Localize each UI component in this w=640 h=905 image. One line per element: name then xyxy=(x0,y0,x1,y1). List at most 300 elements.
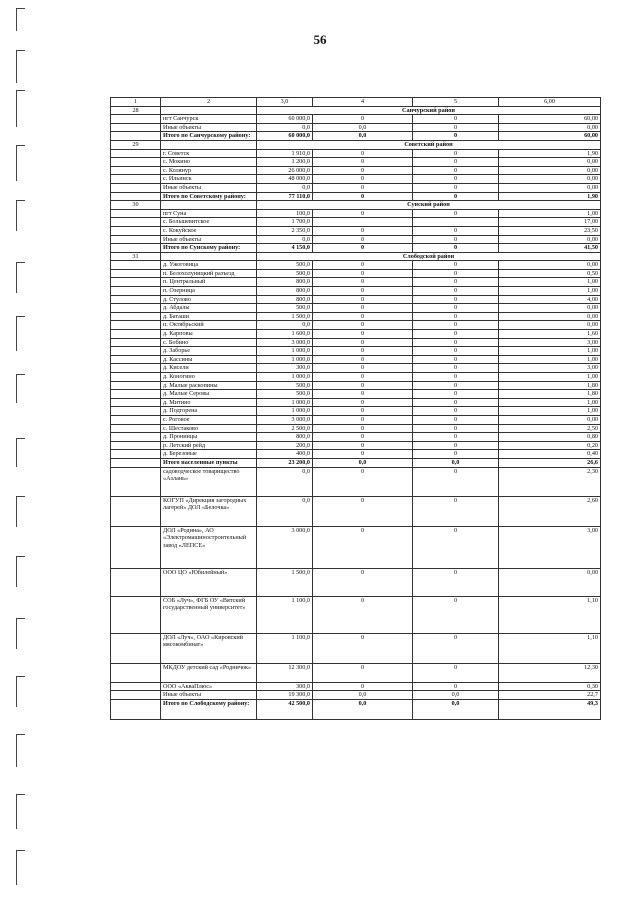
col5-value: 0 xyxy=(413,166,499,175)
number-cell xyxy=(111,450,161,459)
col3-value: 500,0 xyxy=(257,381,313,390)
district-title: Слободской район xyxy=(257,252,601,261)
col3-value: 0,0 xyxy=(257,321,313,330)
locality-name: д. Карповы xyxy=(161,330,257,339)
locality-name: пгт Санчурск xyxy=(161,115,257,124)
col4-value: 0 xyxy=(313,287,413,296)
locality-name: д. Подгорена xyxy=(161,407,257,416)
number-cell xyxy=(111,261,161,270)
col4-value: 0 xyxy=(313,149,413,158)
col5-value: 0,0 xyxy=(413,458,499,467)
col4-value: 0 xyxy=(313,633,413,663)
locality-name: г. Советск xyxy=(161,149,257,158)
col4-value: 0 xyxy=(313,338,413,347)
locality-name: с. Мокино xyxy=(161,158,257,167)
table-row xyxy=(111,526,601,568)
col4-value: 0 xyxy=(313,192,413,201)
col5-value: 0 xyxy=(413,496,499,526)
district-title-row xyxy=(111,201,601,210)
table-row xyxy=(111,175,601,184)
col3-value: 42 500,0 xyxy=(257,699,313,719)
col3-value: 300,0 xyxy=(257,682,313,691)
col3-value: 1 100,0 xyxy=(257,633,313,663)
number-cell xyxy=(111,158,161,167)
locality-name: с. Кокуйское xyxy=(161,226,257,235)
table-row xyxy=(111,663,601,682)
col3-value: 300,0 xyxy=(257,364,313,373)
col5-value: 0 xyxy=(413,295,499,304)
col4-value: 0 xyxy=(313,166,413,175)
col5-value: 0,0 xyxy=(413,691,499,700)
col6-value: 0,40 xyxy=(499,450,601,459)
col6-value: 0,00 xyxy=(499,123,601,132)
locality-name: Иные объекты xyxy=(161,183,257,192)
locality-name: д. Кисели xyxy=(161,364,257,373)
col3-value: 1 500,0 xyxy=(257,568,313,596)
table-row xyxy=(111,373,601,382)
col3-value: 2 350,0 xyxy=(257,226,313,235)
col6-value: 0,00 xyxy=(499,415,601,424)
table-row xyxy=(111,338,601,347)
col4-value: 0 xyxy=(313,596,413,633)
number-cell xyxy=(111,458,161,467)
col3-value: 19 300,0 xyxy=(257,691,313,700)
col6-value: 17,00 xyxy=(499,218,601,227)
table-row xyxy=(111,158,601,167)
col4-value: 0 xyxy=(313,424,413,433)
col6-value: 0,80 xyxy=(499,433,601,442)
col3-value: 0,0 xyxy=(257,183,313,192)
col4-value: 0 xyxy=(313,526,413,568)
col3-value: 77 110,0 xyxy=(257,192,313,201)
number-cell xyxy=(111,295,161,304)
total-row xyxy=(111,699,601,719)
locality-name: д. Пронинцы xyxy=(161,433,257,442)
col4-value: 0 xyxy=(313,226,413,235)
locality-name: ООО ЦО «Юбилейный» xyxy=(161,568,257,596)
table-row xyxy=(111,330,601,339)
table-row xyxy=(111,441,601,450)
locality-name: с. Ильинск xyxy=(161,175,257,184)
col6-value: 2,60 xyxy=(499,496,601,526)
col6-value: 23,50 xyxy=(499,226,601,235)
table-row xyxy=(111,295,601,304)
col5-value: 0 xyxy=(413,407,499,416)
col5-value: 0 xyxy=(413,158,499,167)
locality-name: п. Центральный xyxy=(161,278,257,287)
table-row xyxy=(111,364,601,373)
number-cell xyxy=(111,166,161,175)
col4-value: 0 xyxy=(313,407,413,416)
number-cell xyxy=(111,390,161,399)
col6-value: 0,00 xyxy=(499,158,601,167)
district-number: 30 xyxy=(111,201,161,210)
col3-value: 1 500,0 xyxy=(257,312,313,321)
table-row xyxy=(111,347,601,356)
col5-value: 0 xyxy=(413,381,499,390)
number-cell xyxy=(111,467,161,496)
col4-value: 0 xyxy=(313,269,413,278)
locality-name: с. Бобино xyxy=(161,338,257,347)
col3-value: 3 000,0 xyxy=(257,338,313,347)
col6-value: 2,30 xyxy=(499,467,601,496)
col6-value: 1,10 xyxy=(499,596,601,633)
number-cell xyxy=(111,235,161,244)
col5-value: 0 xyxy=(413,663,499,682)
col3-value: 500,0 xyxy=(257,390,313,399)
col3-value: 800,0 xyxy=(257,278,313,287)
number-cell xyxy=(111,381,161,390)
col3-value: 800,0 xyxy=(257,433,313,442)
col5-value: 0 xyxy=(413,526,499,568)
district-title: Советский район xyxy=(257,140,601,149)
col4-value xyxy=(313,218,413,227)
table-row xyxy=(111,218,601,227)
col4-value: 0 xyxy=(313,261,413,270)
header-row xyxy=(111,98,601,107)
locality-name: ДОЛ «Родина», АО «Электромашиностроительный завод «ЛЕПСЕ» xyxy=(161,526,257,568)
locality-name: ООО «АкваПлюс» xyxy=(161,682,257,691)
number-cell xyxy=(111,192,161,201)
col4-value: 0,0 xyxy=(313,123,413,132)
col3-value: 12 300,0 xyxy=(257,663,313,682)
table-row xyxy=(111,235,601,244)
number-cell xyxy=(111,226,161,235)
col3-value: 800,0 xyxy=(257,287,313,296)
table-row xyxy=(111,261,601,270)
locality-name: садоводческое товарищество «Азлань» xyxy=(161,467,257,496)
locality-name: д. Заборье xyxy=(161,347,257,356)
col4-value: 0,0 xyxy=(313,691,413,700)
locality-name: пгт Суна xyxy=(161,209,257,218)
number-cell xyxy=(111,304,161,313)
col4-value: 0 xyxy=(313,330,413,339)
total-row xyxy=(111,244,601,253)
col6-value: 0,00 xyxy=(499,175,601,184)
col6-value: 0,00 xyxy=(499,235,601,244)
table-row xyxy=(111,312,601,321)
locality-name: п. Белохолуницкий разъезд xyxy=(161,269,257,278)
col4-value: 0,0 xyxy=(313,132,413,141)
col4-value: 0 xyxy=(313,433,413,442)
col4-value: 0 xyxy=(313,209,413,218)
locality-name: д. Малые раскопины xyxy=(161,381,257,390)
total-row xyxy=(111,458,601,467)
col5-value: 0 xyxy=(413,390,499,399)
col5-value: 0 xyxy=(413,355,499,364)
col5-value: 0 xyxy=(413,226,499,235)
page-number: 56 xyxy=(313,32,327,47)
col5-value: 0 xyxy=(413,132,499,141)
locality-name: Итого по Сунскому району: xyxy=(161,244,257,253)
col3-value: 1 000,0 xyxy=(257,355,313,364)
blank-cell xyxy=(161,106,257,115)
blank-cell xyxy=(161,252,257,261)
blank-cell xyxy=(161,201,257,210)
col4-value: 0 xyxy=(313,364,413,373)
locality-name: д. Митино xyxy=(161,398,257,407)
col4-value: 0 xyxy=(313,568,413,596)
col5-value: 0 xyxy=(413,261,499,270)
col4-value: 0 xyxy=(313,450,413,459)
col6-value: 49,3 xyxy=(499,699,601,719)
table-row xyxy=(111,596,601,633)
col3-value: 1 200,0 xyxy=(257,158,313,167)
number-cell xyxy=(111,244,161,253)
col6-value: 3,00 xyxy=(499,364,601,373)
col6-value: 0,00 xyxy=(499,304,601,313)
col5-value: 0 xyxy=(413,682,499,691)
col3-value: 100,0 xyxy=(257,209,313,218)
col6-value: 1,60 xyxy=(499,330,601,339)
col6-value: 2,50 xyxy=(499,424,601,433)
col6-value: 3,00 xyxy=(499,338,601,347)
col3-value: 200,0 xyxy=(257,441,313,450)
number-cell xyxy=(111,441,161,450)
col4-value: 0,0 xyxy=(313,699,413,719)
table-row xyxy=(111,355,601,364)
table-row xyxy=(111,682,601,691)
col5-value: 0 xyxy=(413,633,499,663)
col4-value: 0 xyxy=(313,312,413,321)
number-cell xyxy=(111,183,161,192)
col5-value: 0 xyxy=(413,269,499,278)
col3-value: 3 000,0 xyxy=(257,526,313,568)
table-row xyxy=(111,269,601,278)
col3-value: 1 100,0 xyxy=(257,596,313,633)
district-title: Санчурский район xyxy=(257,106,601,115)
col6-value: 4,00 xyxy=(499,295,601,304)
col4-value: 0 xyxy=(313,663,413,682)
col6-value: 1,00 xyxy=(499,407,601,416)
col3-value: 1 000,0 xyxy=(257,398,313,407)
col4-value: 0 xyxy=(313,496,413,526)
col6-value: 0,30 xyxy=(499,682,601,691)
number-cell xyxy=(111,699,161,719)
col5-value: 0 xyxy=(413,209,499,218)
col3-value: 1 000,0 xyxy=(257,347,313,356)
table-row xyxy=(111,209,601,218)
locality-name: р. Летский рейд xyxy=(161,441,257,450)
table-row xyxy=(111,166,601,175)
col6-value: 60,00 xyxy=(499,115,601,124)
number-cell xyxy=(111,364,161,373)
number-cell xyxy=(111,312,161,321)
number-cell xyxy=(111,287,161,296)
col5-value: 0 xyxy=(413,287,499,296)
col6-value: 3,00 xyxy=(499,526,601,568)
number-cell xyxy=(111,596,161,633)
col4-value: 0 xyxy=(313,347,413,356)
col6-value: 41,50 xyxy=(499,244,601,253)
col6-value: 1,00 xyxy=(499,355,601,364)
number-cell xyxy=(111,330,161,339)
col6-value: 1,90 xyxy=(499,192,601,201)
table-row xyxy=(111,568,601,596)
col6-value: 22,7 xyxy=(499,691,601,700)
col5-value: 0 xyxy=(413,338,499,347)
col4-value: 0 xyxy=(313,373,413,382)
col5-value: 0 xyxy=(413,596,499,633)
locality-name: д. Малые Серовы xyxy=(161,390,257,399)
table-row xyxy=(111,287,601,296)
locality-name: д. Березовые xyxy=(161,450,257,459)
col5-value: 0 xyxy=(413,312,499,321)
col3-value: 0,0 xyxy=(257,467,313,496)
col5-value: 0 xyxy=(413,568,499,596)
col5-value: 0 xyxy=(413,415,499,424)
col3-value: 23 200,0 xyxy=(257,458,313,467)
number-cell xyxy=(111,633,161,663)
col4-value: 0 xyxy=(313,321,413,330)
col3-value: 800,0 xyxy=(257,295,313,304)
col6-value: 26,6 xyxy=(499,458,601,467)
table-row xyxy=(111,183,601,192)
locality-name: д. Стулово xyxy=(161,295,257,304)
col5-value: 0 xyxy=(413,424,499,433)
col5-value: 0 xyxy=(413,123,499,132)
table-row xyxy=(111,149,601,158)
col3-value: 0,0 xyxy=(257,123,313,132)
col6-value: 0,00 xyxy=(499,183,601,192)
col4-value: 0 xyxy=(313,381,413,390)
locality-name: с. Большевитское xyxy=(161,218,257,227)
locality-name: ДОЛ «Луч», ОАО «Кировский мясокомбинат» xyxy=(161,633,257,663)
locality-name: Иные объекты xyxy=(161,123,257,132)
col6-value: 1,00 xyxy=(499,373,601,382)
col6-value: 1,10 xyxy=(499,633,601,663)
col5-value: 0 xyxy=(413,278,499,287)
district-number: 28 xyxy=(111,106,161,115)
col3-value: 2 500,0 xyxy=(257,424,313,433)
col6-value: 1,00 xyxy=(499,278,601,287)
col3-value: 3 000,0 xyxy=(257,415,313,424)
table-row xyxy=(111,450,601,459)
col6-value: 1,80 xyxy=(499,390,601,399)
table-row xyxy=(111,415,601,424)
locality-name: Итого по Слободскому району: xyxy=(161,699,257,719)
locality-name: Иные объекты xyxy=(161,235,257,244)
col6-value: 12,30 xyxy=(499,663,601,682)
col4-value: 0 xyxy=(313,467,413,496)
col4-value: 0 xyxy=(313,415,413,424)
locality-name: д. Коногино xyxy=(161,373,257,382)
locality-name: Иные объекты xyxy=(161,691,257,700)
number-cell xyxy=(111,526,161,568)
number-cell xyxy=(111,132,161,141)
col4-value: 0 xyxy=(313,244,413,253)
col4-value: 0 xyxy=(313,115,413,124)
locality-name: с. Шестаково xyxy=(161,424,257,433)
col5-value: 0 xyxy=(413,235,499,244)
col5-value xyxy=(413,218,499,227)
district-title-row xyxy=(111,106,601,115)
col5-value: 0 xyxy=(413,441,499,450)
col4-value: 0 xyxy=(313,398,413,407)
header-cell: 1 xyxy=(111,98,161,107)
table-row xyxy=(111,496,601,526)
number-cell xyxy=(111,218,161,227)
col5-value: 0 xyxy=(413,450,499,459)
total-row xyxy=(111,132,601,141)
col4-value: 0 xyxy=(313,441,413,450)
district-number: 31 xyxy=(111,252,161,261)
col5-value: 0 xyxy=(413,149,499,158)
col3-value: 4 150,0 xyxy=(257,244,313,253)
table-row xyxy=(111,398,601,407)
district-title-row xyxy=(111,140,601,149)
table-row xyxy=(111,123,601,132)
district-title: Сунский район xyxy=(257,201,601,210)
locality-name: п. Озерница xyxy=(161,287,257,296)
col6-value: 1,00 xyxy=(499,209,601,218)
locality-name: п. Октябрьский xyxy=(161,321,257,330)
col4-value: 0 xyxy=(313,295,413,304)
col5-value: 0 xyxy=(413,398,499,407)
col4-value: 0 xyxy=(313,390,413,399)
table-row xyxy=(111,407,601,416)
district-number: 29 xyxy=(111,140,161,149)
table-row xyxy=(111,115,601,124)
col4-value: 0 xyxy=(313,183,413,192)
col5-value: 0 xyxy=(413,183,499,192)
header-cell: 4 xyxy=(313,98,413,107)
number-cell xyxy=(111,433,161,442)
total-row xyxy=(111,192,601,201)
col6-value: 0,20 xyxy=(499,441,601,450)
col4-value: 0 xyxy=(313,235,413,244)
table-row xyxy=(111,433,601,442)
table-row xyxy=(111,633,601,663)
table-row xyxy=(111,321,601,330)
number-cell xyxy=(111,175,161,184)
col5-value: 0 xyxy=(413,433,499,442)
number-cell xyxy=(111,355,161,364)
district-title-row xyxy=(111,252,601,261)
col5-value: 0 xyxy=(413,330,499,339)
number-cell xyxy=(111,496,161,526)
col6-value: 1,00 xyxy=(499,398,601,407)
number-cell xyxy=(111,209,161,218)
col3-value: 500,0 xyxy=(257,269,313,278)
col5-value: 0 xyxy=(413,192,499,201)
col6-value: 1,00 xyxy=(499,287,601,296)
col4-value: 0 xyxy=(313,278,413,287)
col6-value: 1,90 xyxy=(499,149,601,158)
col5-value: 0 xyxy=(413,115,499,124)
header-cell: 6,00 xyxy=(499,98,601,107)
col5-value: 0 xyxy=(413,244,499,253)
locality-name: д. Кассины xyxy=(161,355,257,364)
col5-value: 0 xyxy=(413,364,499,373)
locality-name: Итого по Советскому району: xyxy=(161,192,257,201)
table-row xyxy=(111,424,601,433)
col4-value: 0 xyxy=(313,175,413,184)
number-cell xyxy=(111,398,161,407)
number-cell xyxy=(111,278,161,287)
col6-value: 0,00 xyxy=(499,312,601,321)
locality-name: КОГУП «Дирекция загородных лагерей» ДОЛ «Белочка» xyxy=(161,496,257,526)
data-table xyxy=(110,97,601,720)
col6-value: 0,00 xyxy=(499,166,601,175)
col6-value: 0,00 xyxy=(499,261,601,270)
col6-value: 1,80 xyxy=(499,381,601,390)
header-cell: 2 xyxy=(161,98,257,107)
table-row xyxy=(111,467,601,496)
col4-value: 0 xyxy=(313,682,413,691)
number-cell xyxy=(111,373,161,382)
col3-value: 48 000,0 xyxy=(257,175,313,184)
